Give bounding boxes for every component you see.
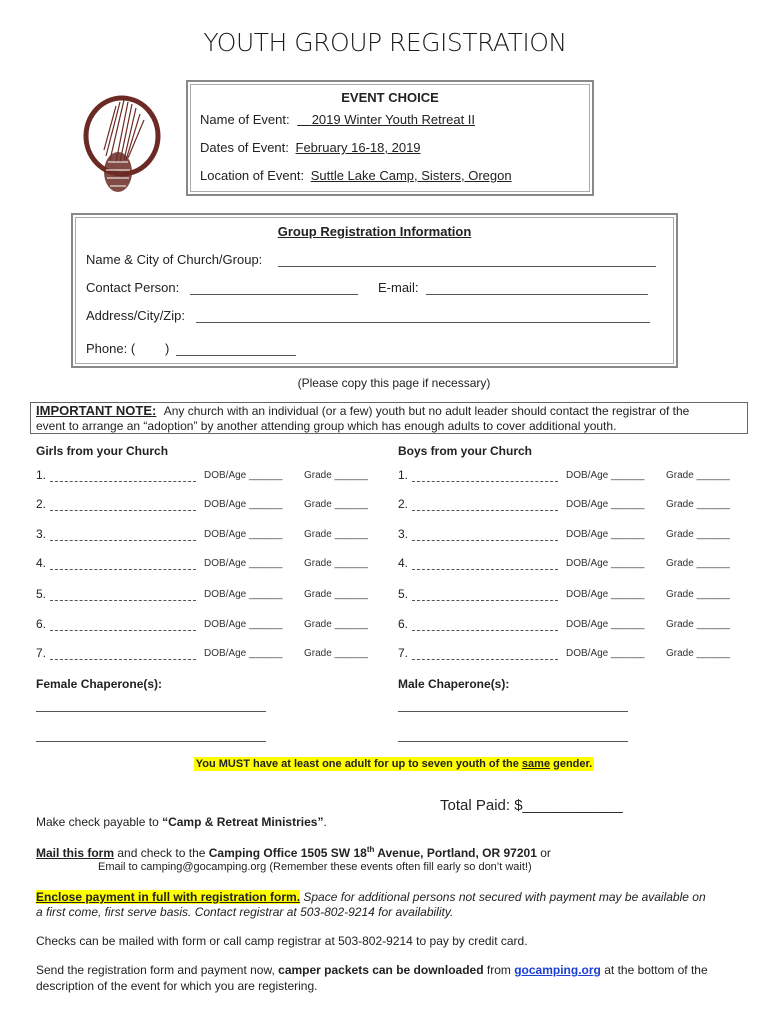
boys-heading: Boys from your Church xyxy=(398,444,533,458)
boys-row-number: 6. xyxy=(398,617,409,631)
boys-row-number: 3. xyxy=(398,527,409,541)
event-location-label: Location of Event: xyxy=(200,168,305,183)
boys-name-field[interactable] xyxy=(412,481,558,482)
girls-grade-field[interactable]: Grade ______ xyxy=(304,499,368,510)
girls-row-number: 5. xyxy=(36,587,47,601)
email-label: E-mail: xyxy=(378,280,419,295)
girls-grade-field[interactable]: Grade ______ xyxy=(304,648,368,659)
girls-row-number: 4. xyxy=(36,556,47,570)
female-chaperone-field-1[interactable] xyxy=(36,711,266,712)
address-label: Address/City/Zip: xyxy=(86,308,185,323)
girls-row-number: 3. xyxy=(36,527,47,541)
girls-dob-field[interactable]: DOB/Age ______ xyxy=(204,619,283,630)
boys-grade-field[interactable]: Grade ______ xyxy=(666,558,730,569)
contact-field[interactable] xyxy=(190,294,358,295)
address-field[interactable] xyxy=(196,322,650,323)
girls-name-field[interactable] xyxy=(50,600,196,601)
event-dates-row xyxy=(200,140,421,155)
girls-name-field[interactable] xyxy=(50,510,196,511)
page-title: YOUTH GROUP REGISTRATION xyxy=(203,28,567,57)
girls-name-field[interactable] xyxy=(50,659,196,660)
girls-dob-field[interactable]: DOB/Age ______ xyxy=(204,499,283,510)
important-note-line1 xyxy=(36,403,689,418)
check-payable: Make check payable to “Camp & Retreat Ministries”. xyxy=(36,815,327,829)
phone-label: Phone: ( xyxy=(86,341,136,356)
boys-name-field[interactable] xyxy=(412,569,558,570)
enclose-payment-line2: a first come, first serve basis. Contact registrar at 503-802-9214 for availability. xyxy=(36,905,454,919)
send-line1: Send the registration form and payment now, camper packets can be downloaded from gocamping.org at the bottom of the xyxy=(36,963,708,977)
enclose-payment-line1: Enclose payment in full with registration form. Space for additional persons not secured with payment may be available on xyxy=(36,890,706,904)
boys-name-field[interactable] xyxy=(412,600,558,601)
church-label: Name & City of Church/Group: xyxy=(86,252,263,267)
boys-grade-field[interactable]: Grade ______ xyxy=(666,619,730,630)
pine-cone-logo xyxy=(80,90,164,200)
boys-grade-field[interactable]: Grade ______ xyxy=(666,470,730,481)
boys-row-number: 4. xyxy=(398,556,409,570)
must-note: You MUST have at least one adult for up to seven youth of the same gender. xyxy=(195,758,593,770)
boys-name-field[interactable] xyxy=(412,659,558,660)
boys-dob-field[interactable]: DOB/Age ______ xyxy=(566,589,645,600)
girls-dob-field[interactable]: DOB/Age ______ xyxy=(204,648,283,659)
male-chaperone-field-2[interactable] xyxy=(398,741,628,742)
boys-dob-field[interactable]: DOB/Age ______ xyxy=(566,558,645,569)
boys-grade-field[interactable]: Grade ______ xyxy=(666,589,730,600)
email-instructions: Email to camping@gocamping.org (Remember these events often fill early so don’t wait!) xyxy=(98,861,532,873)
mail-instructions: Mail this form and check to the Camping Office 1505 SW 18th Avenue, Portland, OR 97201 or xyxy=(36,845,551,860)
boys-dob-field[interactable]: DOB/Age ______ xyxy=(566,499,645,510)
girls-dob-field[interactable]: DOB/Age ______ xyxy=(204,529,283,540)
boys-grade-field[interactable]: Grade ______ xyxy=(666,499,730,510)
enclose-payment-highlight: Enclose payment in full with registration form. xyxy=(36,890,301,904)
boys-row-number: 7. xyxy=(398,646,409,660)
boys-row-number: 5. xyxy=(398,587,409,601)
girls-dob-field[interactable]: DOB/Age ______ xyxy=(204,589,283,600)
gocamping-link[interactable]: gocamping.org xyxy=(514,963,601,977)
send-line2: description of the event for which you are registering. xyxy=(36,979,318,993)
girls-name-field[interactable] xyxy=(50,481,196,482)
boys-dob-field[interactable]: DOB/Age ______ xyxy=(566,529,645,540)
event-location-row xyxy=(200,168,512,183)
email-field[interactable] xyxy=(426,294,648,295)
total-paid: Total Paid: $____________ xyxy=(440,797,623,814)
girls-row-number: 6. xyxy=(36,617,47,631)
event-dates-value: February 16-18, 2019 xyxy=(295,140,421,155)
boys-row-number: 1. xyxy=(398,468,409,482)
contact-label: Contact Person: xyxy=(86,280,180,295)
event-name-label: Name of Event: xyxy=(200,112,290,127)
girls-dob-field[interactable]: DOB/Age ______ xyxy=(204,558,283,569)
event-location-value: Suttle Lake Camp, Sisters, Oregon xyxy=(310,168,512,183)
boys-name-field[interactable] xyxy=(412,630,558,631)
important-note-text2: event to arrange an “adoption” by another attending group which has enough adults to cover additional youth. xyxy=(36,419,617,433)
girls-grade-field[interactable]: Grade ______ xyxy=(304,558,368,569)
event-choice-heading: EVENT CHOICE xyxy=(341,90,439,105)
event-name-value: 2019 Winter Youth Retreat II xyxy=(311,112,476,127)
male-chaperone-label: Male Chaperone(s): xyxy=(398,677,510,691)
event-dates-label: Dates of Event: xyxy=(200,140,289,155)
girls-grade-field[interactable]: Grade ______ xyxy=(304,619,368,630)
girls-row-number: 1. xyxy=(36,468,47,482)
event-name-row xyxy=(200,112,475,127)
girls-name-field[interactable] xyxy=(50,630,196,631)
boys-grade-field[interactable]: Grade ______ xyxy=(666,648,730,659)
church-field[interactable] xyxy=(278,266,656,267)
group-registration-heading: Group Registration Information xyxy=(277,224,472,239)
girls-row-number: 7. xyxy=(36,646,47,660)
male-chaperone-field-1[interactable] xyxy=(398,711,628,712)
girls-dob-field[interactable]: DOB/Age ______ xyxy=(204,470,283,481)
boys-dob-field[interactable]: DOB/Age ______ xyxy=(566,619,645,630)
important-note-label: IMPORTANT NOTE: xyxy=(36,403,157,418)
female-chaperone-label: Female Chaperone(s): xyxy=(36,677,163,691)
boys-name-field[interactable] xyxy=(412,540,558,541)
boys-dob-field[interactable]: DOB/Age ______ xyxy=(566,470,645,481)
checks-mailed: Checks can be mailed with form or call camp registrar at 503-802-9214 to pay by credit card. xyxy=(36,934,528,948)
girls-row-number: 2. xyxy=(36,497,47,511)
boys-row-number: 2. xyxy=(398,497,409,511)
female-chaperone-field-2[interactable] xyxy=(36,741,266,742)
phone-field[interactable] xyxy=(176,355,296,356)
girls-name-field[interactable] xyxy=(50,569,196,570)
boys-name-field[interactable] xyxy=(412,510,558,511)
boys-dob-field[interactable]: DOB/Age ______ xyxy=(566,648,645,659)
girls-grade-field[interactable]: Grade ______ xyxy=(304,589,368,600)
copy-note: (Please copy this page if necessary) xyxy=(297,376,491,390)
girls-name-field[interactable] xyxy=(50,540,196,541)
girls-heading: Girls from your Church xyxy=(36,444,169,458)
phone-close-paren: ) xyxy=(165,341,170,356)
boys-grade-field[interactable]: Grade ______ xyxy=(666,529,730,540)
girls-grade-field[interactable]: Grade ______ xyxy=(304,470,368,481)
girls-grade-field[interactable]: Grade ______ xyxy=(304,529,368,540)
important-note-text1: Any church with an individual (or a few) youth but no adult leader should contact the registrar of the xyxy=(163,404,690,418)
